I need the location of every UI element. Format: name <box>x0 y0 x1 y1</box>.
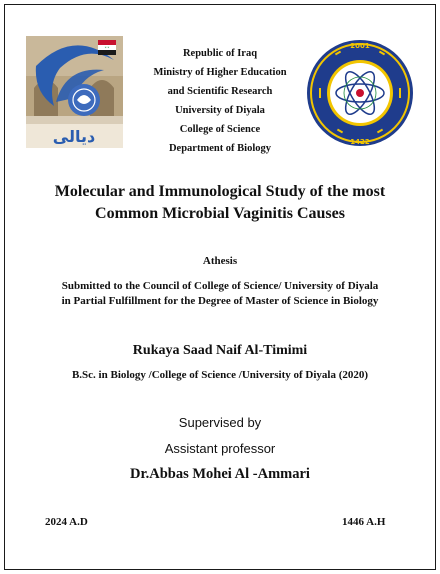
thesis-title-line-2: Common Microbial Vaginitis Causes <box>95 205 345 222</box>
supervisor-rank: Assistant professor <box>164 441 276 456</box>
college-of-science-seal <box>305 38 415 148</box>
submission-line-1: Submitted to the Council of College of Science/ University of Diyala <box>61 280 379 292</box>
header-line-ministry: Ministry of Higher Education <box>153 67 287 78</box>
supervisor-name: Dr.Abbas Mohei Al -Ammari <box>130 466 310 482</box>
date-hijri: 1446 A.H <box>342 516 386 528</box>
header-line-department: Department of Biology <box>168 143 272 154</box>
date-gregorian: 2024 A.D <box>45 516 88 528</box>
svg-text:* *: * * <box>104 46 110 50</box>
seal-year-top: 2001 <box>350 42 370 50</box>
header-line-research: and Scientific Research <box>167 86 273 97</box>
header-line-university: University of Diyala <box>175 105 265 116</box>
supervised-by-label: Supervised by <box>178 415 262 430</box>
thesis-label: Athesis <box>202 255 238 267</box>
author-name: Rukaya Saad Naif Al-Timimi <box>132 343 308 358</box>
header-line-country: Republic of Iraq <box>182 48 258 59</box>
thesis-title-line-1: Molecular and Immunological Study of the most <box>54 183 386 200</box>
emblem-wordmark: ديالى <box>52 127 96 146</box>
submission-line-2: in Partial Fulfillment for the Degree of Master of Science in Biology <box>61 295 379 307</box>
diyala-university-emblem <box>26 36 123 148</box>
author-degree: B.Sc. in Biology /College of Science /University of Diyala (2020) <box>71 369 369 381</box>
submission-statement <box>14 279 426 309</box>
header-line-college: College of Science <box>179 124 261 135</box>
institution-header <box>130 44 310 158</box>
thesis-title <box>20 181 420 225</box>
seal-year-bottom: 1422 <box>350 138 370 146</box>
